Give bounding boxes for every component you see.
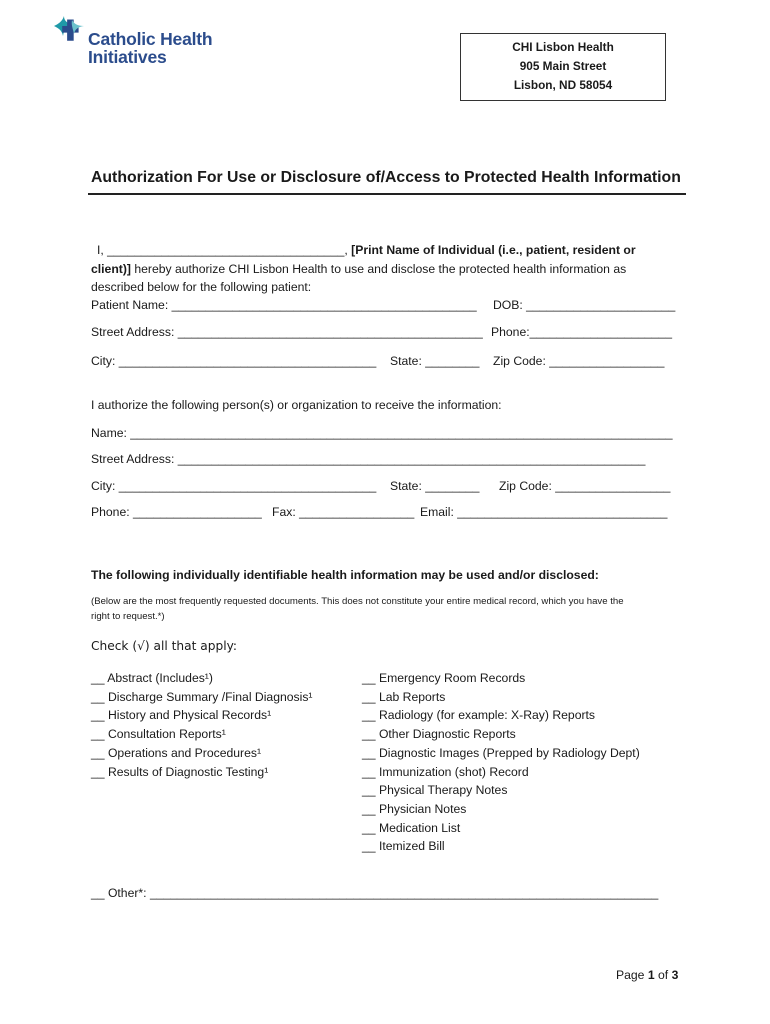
page-of: of <box>654 968 672 982</box>
patient-street-field[interactable]: Street Address: _____________________________________________ <box>91 325 483 339</box>
facility-name: CHI Lisbon Health <box>512 40 614 54</box>
recipient-phone-field[interactable]: Phone: ___________________ <box>91 505 262 519</box>
patient-city-field[interactable]: City: ______________________________________ <box>91 354 377 368</box>
checklist-item-medication-list[interactable]: __ Medication List <box>362 820 461 835</box>
patient-dob-field[interactable]: DOB: ______________________ <box>493 298 676 312</box>
intro-authorize-text: hereby authorize CHI Lisbon Health to use and disclose the protected health information as <box>130 262 627 276</box>
logo-mark-icon <box>52 14 86 54</box>
patient-state-field[interactable]: State: ________ <box>390 354 480 368</box>
checklist-item-physician-notes[interactable]: __ Physician Notes <box>362 801 467 816</box>
facility-city: Lisbon, ND 58054 <box>513 78 613 92</box>
info-heading: The following individually identifiable health information may be used and/or disclosed: <box>91 568 599 582</box>
checklist-item-abstract[interactable]: __ Abstract (Includes¹) <box>91 671 213 685</box>
logo-line-1: Catholic Health <box>88 29 213 49</box>
logo-text <box>88 30 212 66</box>
checklist-item-diagnostic-images[interactable]: __ Diagnostic Images (Prepped by Radiology Dept) <box>362 745 640 760</box>
recipient-street-field[interactable]: Street Address: _____________________________________________________________________ <box>91 452 646 466</box>
checklist-item-other-diagnostic[interactable]: __ Other Diagnostic Reports <box>362 727 516 742</box>
checklist-item-lab-reports[interactable]: __ Lab Reports <box>362 689 446 704</box>
checklist-item-emergency-room[interactable]: __ Emergency Room Records <box>362 671 526 685</box>
recipient-zip-field[interactable]: Zip Code: _________________ <box>499 479 671 493</box>
recipient-state-field[interactable]: State: ________ <box>390 479 480 493</box>
checklist-item-operations-procedures[interactable]: __ Operations and Procedures¹ <box>91 745 262 760</box>
intro-name-blank[interactable]: I, ___________________________________, <box>97 243 352 257</box>
recipient-name-field[interactable]: Name: ________________________________________________________________________________ <box>91 426 673 440</box>
facility-address-box <box>460 33 666 101</box>
intro-bold-text: [Print Name of Individual (i.e., patient, resident or <box>351 243 636 257</box>
catholic-health-initiatives-logo <box>52 12 242 72</box>
checklist-item-consultation-reports[interactable]: __ Consultation Reports¹ <box>91 727 226 742</box>
recipient-city-field[interactable]: City: ______________________________________ <box>91 479 377 493</box>
right-checklist <box>362 669 640 856</box>
other-field[interactable]: __ Other*: ___________________________________________________________________________ <box>91 886 659 900</box>
page-current: 1 <box>647 968 655 982</box>
checklist-item-physical-therapy[interactable]: __ Physical Therapy Notes <box>362 783 508 798</box>
checklist-item-itemized-bill[interactable]: __ Itemized Bill <box>362 839 445 854</box>
checklist-item-history-physical[interactable]: __ History and Physical Records¹ <box>91 708 272 723</box>
recipient-fax-field[interactable]: Fax: _________________ <box>272 505 415 519</box>
title-divider <box>88 193 686 195</box>
facility-street: 905 Main Street <box>519 59 607 73</box>
checklist-item-diagnostic-results[interactable]: __ Results of Diagnostic Testing¹ <box>91 764 269 779</box>
checklist-item-radiology-reports[interactable]: __ Radiology (for example: X-Ray) Reports <box>362 708 596 723</box>
form-title: Authorization For Use or Disclosure of/Access to Protected Health Information <box>91 169 681 186</box>
info-note-line-2: right to request.*) <box>91 611 165 622</box>
page-number <box>616 968 678 982</box>
page-prefix: Page <box>616 968 648 982</box>
check-all-label <box>91 639 237 654</box>
logo-line-2: Initiatives <box>88 47 167 67</box>
intro-line-2 <box>91 262 626 277</box>
patient-phone-field[interactable]: Phone:_____________________ <box>491 325 672 339</box>
check-all-text: Check (√) all that apply: <box>91 639 238 653</box>
recipient-email-field[interactable]: Email: _______________________________ <box>420 505 668 519</box>
checklist-item-discharge-summary[interactable]: __ Discharge Summary /Final Diagnosis¹ <box>91 689 313 704</box>
patient-zip-field[interactable]: Zip Code: _________________ <box>493 354 665 368</box>
intro-line-3: described below for the following patient: <box>91 280 312 294</box>
patient-name-field[interactable]: Patient Name: _____________________________________________ <box>91 298 477 312</box>
left-checklist <box>91 669 313 781</box>
recipient-intro: I authorize the following person(s) or organization to receive the information: <box>91 398 502 412</box>
intro-line-1 <box>91 243 636 258</box>
intro-client-bold: client)] <box>91 262 131 276</box>
checklist-item-immunization[interactable]: __ Immunization (shot) Record <box>362 764 529 779</box>
page-total: 3 <box>671 968 679 982</box>
info-note-line-1: (Below are the most frequently requested documents. This does not constitute your entire medical record, which you have the <box>91 596 624 607</box>
